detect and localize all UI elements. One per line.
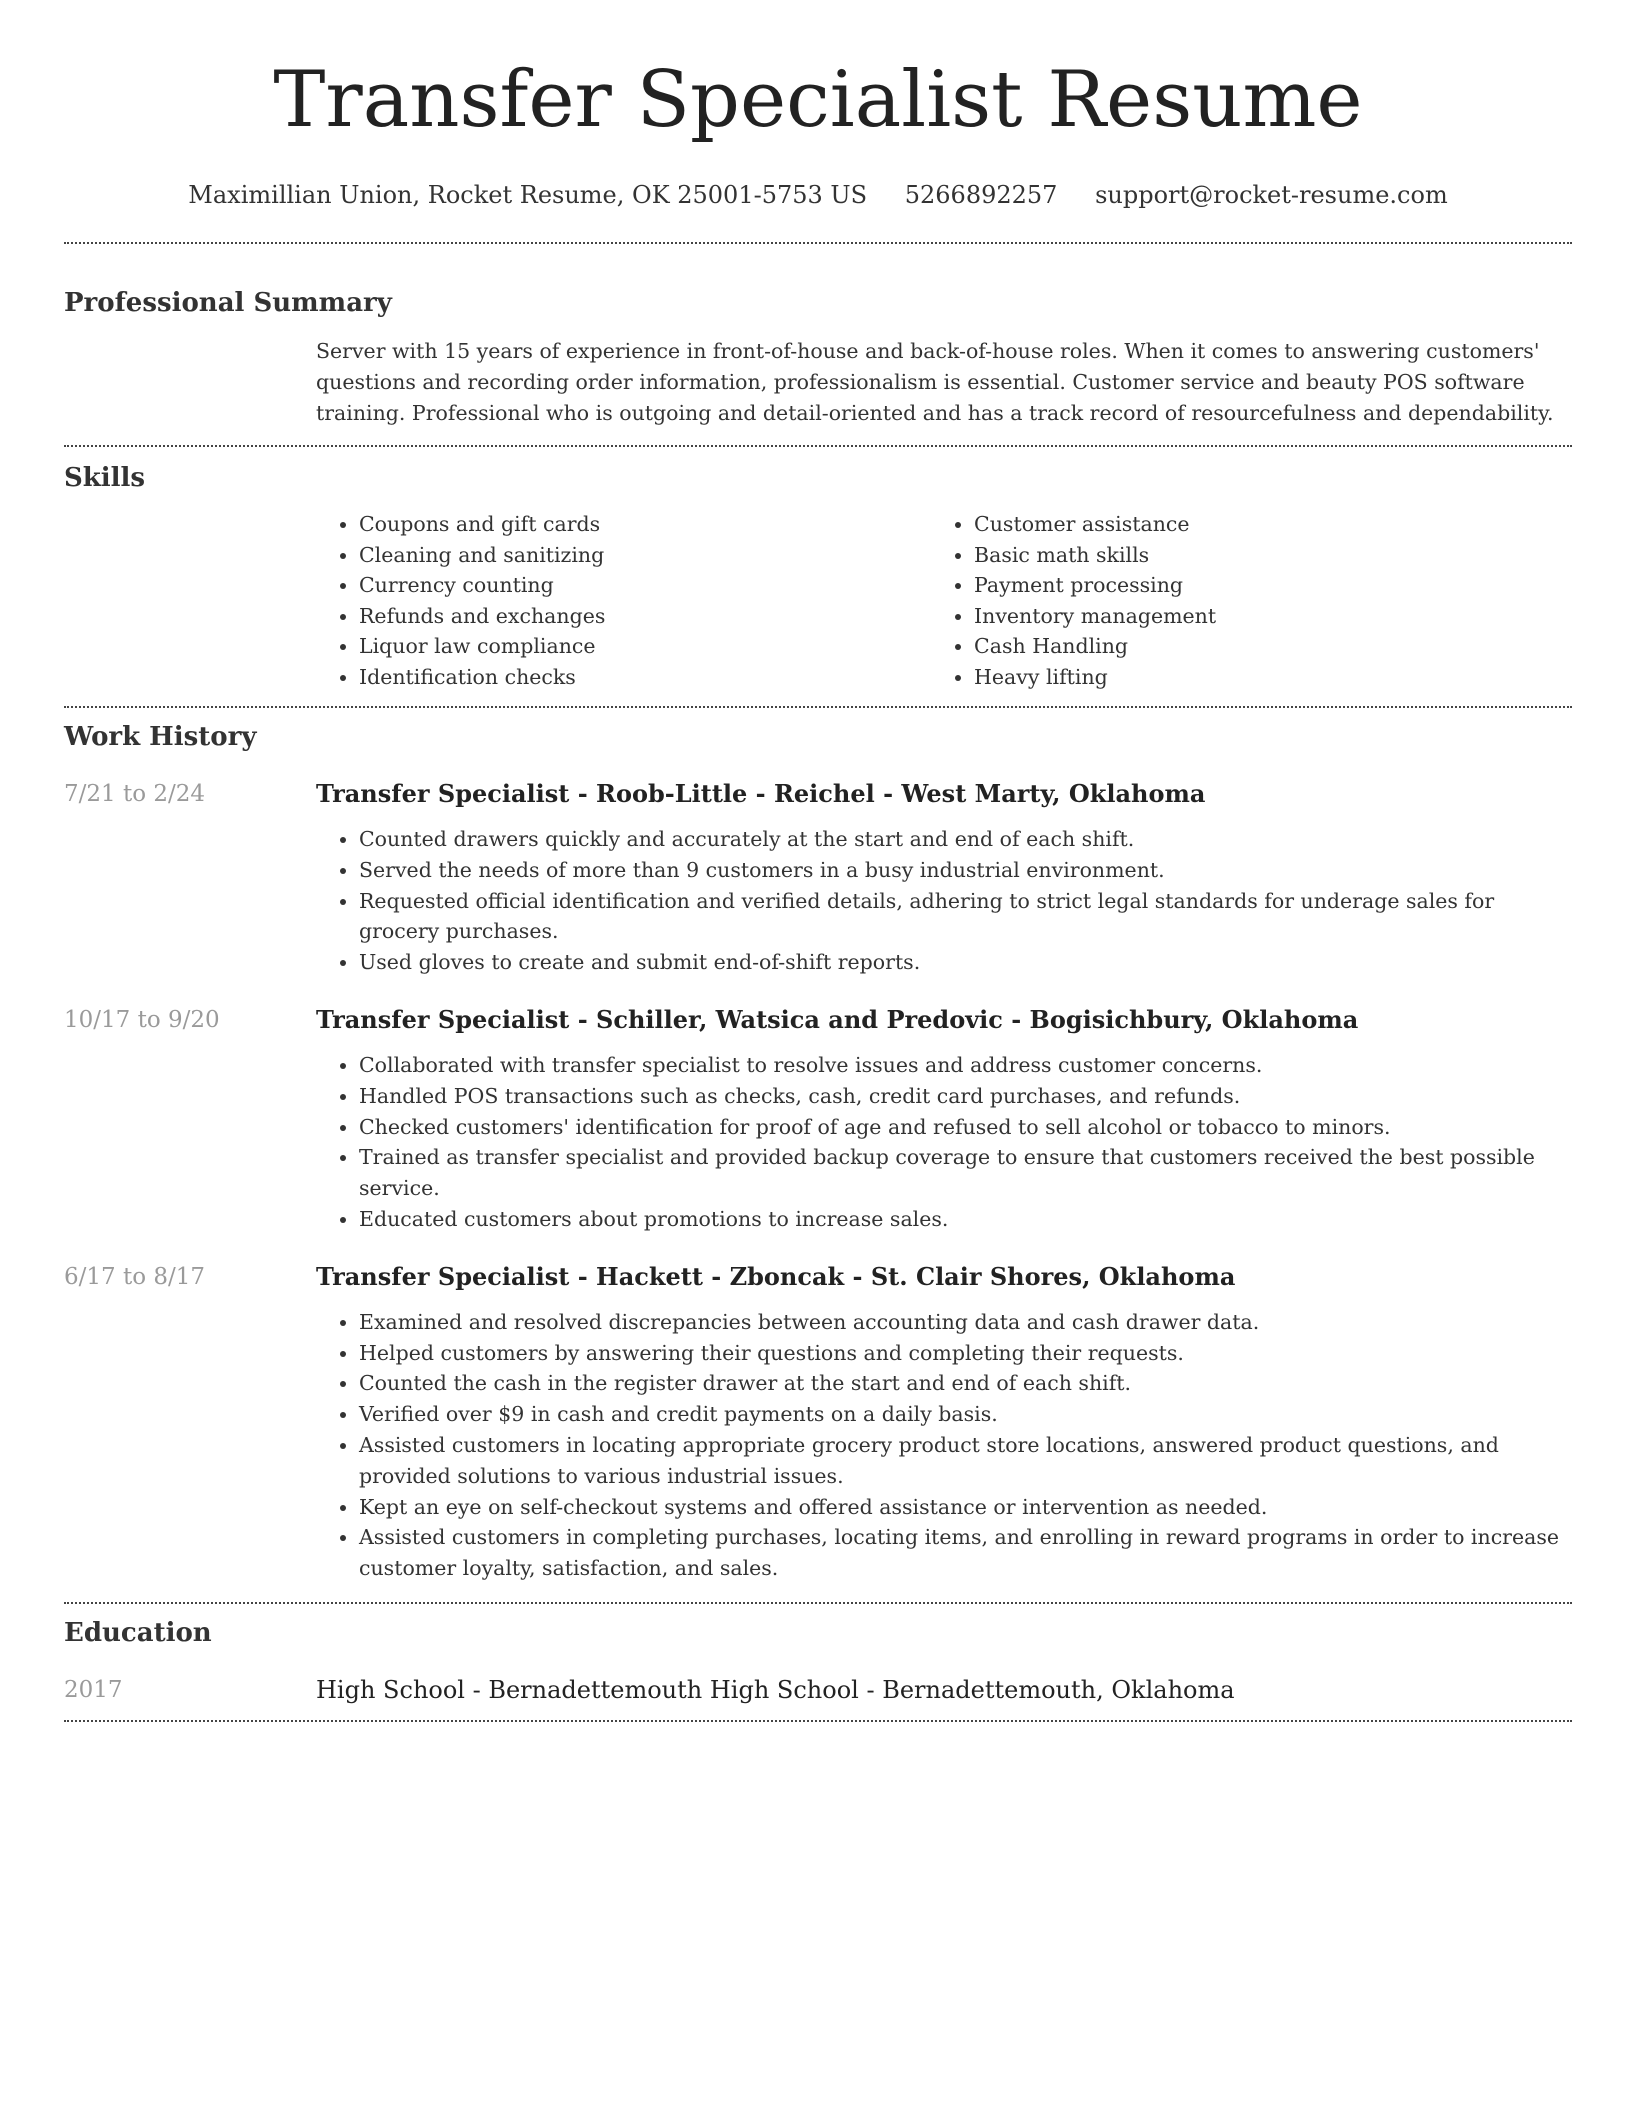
- skill-item: • Identification checks: [359, 662, 931, 693]
- job-bullets: [316, 1050, 1572, 1235]
- job-entry: [64, 1004, 1572, 1235]
- contact-email: support@rocket-resume.com: [1095, 181, 1448, 209]
- job-dates: 10/17 to 9/20: [64, 1006, 220, 1033]
- education-heading: Education: [64, 1617, 212, 1648]
- job-body: [316, 1004, 1572, 1235]
- skill-item: • Customer assistance: [974, 509, 1572, 540]
- job-bullet: • Requested official identification and verified details, adhering to strict legal standards for underage sales for grocery purchases.: [359, 886, 1572, 948]
- job-bullet: • Kept an eye on self-checkout systems and offered assistance or intervention as needed.: [359, 1492, 1572, 1523]
- job-entry: [64, 1261, 1572, 1584]
- job-bullets: [316, 824, 1572, 978]
- job-title: Transfer Specialist - Schiller, Watsica and Predovic - Bogisichbury, Oklahoma: [316, 1004, 1359, 1034]
- skills-section: [64, 447, 1572, 706]
- skill-item: • Cash Handling: [974, 631, 1572, 662]
- job-bullet: • Helped customers by answering their questions and completing their requests.: [359, 1338, 1572, 1369]
- summary-section: [64, 244, 1572, 445]
- skills-heading: Skills: [64, 463, 146, 493]
- skills-list-left: [316, 509, 931, 692]
- job-bullet: • Trained as transfer specialist and provided backup coverage to ensure that customers received the best possible service.: [359, 1142, 1572, 1204]
- job-bullet: • Used gloves to create and submit end-of-shift reports.: [359, 947, 1572, 978]
- job-title: Transfer Specialist - Roob-Little - Reichel - West Marty, Oklahoma: [316, 779, 1206, 808]
- work-history-heading: Work History: [64, 722, 257, 752]
- skill-item: • Currency counting: [359, 570, 931, 601]
- job-bullet: • Checked customers' identification for proof of age and refused to sell alcohol or tobacco to minors.: [359, 1112, 1572, 1143]
- job-bullets: [316, 1307, 1572, 1584]
- contact-address: Maximillian Union, Rocket Resume, OK 25001-5753 US: [188, 181, 868, 209]
- skill-item: • Cleaning and sanitizing: [359, 540, 931, 571]
- education-title: High School - Bernadettemouth High School - Bernadettemouth, Oklahoma: [316, 1675, 1235, 1704]
- skill-item: • Refunds and exchanges: [359, 601, 931, 632]
- job-dates: 6/17 to 8/17: [64, 1263, 206, 1290]
- education-entry: [64, 1674, 1572, 1720]
- skill-item: • Coupons and gift cards: [359, 509, 931, 540]
- job-bullet: • Assisted customers in locating appropriate grocery product store locations, answered product questions, and provided solutions to various industrial issues.: [359, 1430, 1572, 1492]
- job-bullet: • Handled POS transactions such as checks, cash, credit card purchases, and refunds.: [359, 1081, 1572, 1112]
- job-dates: 7/21 to 2/24: [64, 781, 206, 807]
- skill-item: • Liquor law compliance: [359, 631, 931, 662]
- job-title: Transfer Specialist - Hackett - Zboncak - St. Clair Shores, Oklahoma: [316, 1261, 1236, 1291]
- skill-item: • Heavy lifting: [974, 662, 1572, 693]
- job-bullet: • Counted drawers quickly and accurately at the start and end of each shift.: [359, 824, 1572, 855]
- summary-text: Server with 15 years of experience in front-of-house and back-of-house roles. When it comes to answering customers' questions and recording order information, professionalism is essential. Customer service and beauty POS software training. Professional who is outgoing and detail-oriented and has a track record of resourcefulness and dependability.: [316, 339, 1554, 425]
- job-body: [316, 1261, 1572, 1584]
- resume-page: [64, 0, 1572, 1722]
- skill-item: • Inventory management: [974, 601, 1572, 632]
- resume-title: Transfer Specialist Resume: [273, 55, 1363, 145]
- summary-heading: Professional Summary: [64, 288, 392, 318]
- skill-item: • Basic math skills: [974, 540, 1572, 571]
- education-section: [64, 1604, 1572, 1720]
- job-bullet: • Served the needs of more than 9 customers in a busy industrial environment.: [359, 855, 1572, 886]
- skill-item: • Payment processing: [974, 570, 1572, 601]
- job-bullet: • Counted the cash in the register drawer at the start and end of each shift.: [359, 1368, 1572, 1399]
- skills-list-right: [931, 509, 1572, 692]
- section-divider: [64, 1720, 1572, 1722]
- job-bullet: • Assisted customers in completing purchases, locating items, and enrolling in reward programs in order to increase customer loyalty, satisfaction, and sales.: [359, 1522, 1572, 1584]
- job-bullet: • Collaborated with transfer specialist to resolve issues and address customer concerns.: [359, 1050, 1572, 1081]
- job-body: [316, 778, 1572, 978]
- education-year: 2017: [64, 1676, 123, 1703]
- job-entry: [64, 778, 1572, 978]
- skills-grid: [316, 509, 1572, 706]
- work-history-section: [64, 708, 1572, 1602]
- contact-phone: 5266892257: [904, 181, 1058, 209]
- job-bullet: • Examined and resolved discrepancies between accounting data and cash drawer data.: [359, 1307, 1572, 1338]
- contact-line: [64, 178, 1572, 212]
- job-bullet: • Verified over $9 in cash and credit payments on a daily basis.: [359, 1399, 1572, 1430]
- job-bullet: • Educated customers about promotions to increase sales.: [359, 1204, 1572, 1235]
